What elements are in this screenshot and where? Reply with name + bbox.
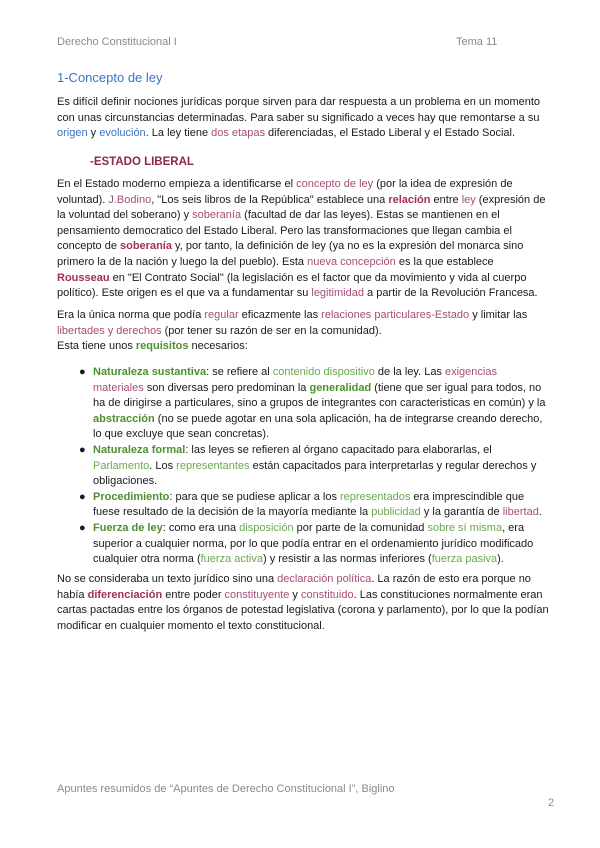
requisitos-list <box>57 365 549 568</box>
norma-paragraph: Era la única norma que podía regular eficazmente las relaciones particulares-Estado y limitar las libertades y derechos (por tener su razón de ser en la comunidad). Esta tiene unos requisitos necesarios: <box>57 309 528 353</box>
bullet-icon: ● <box>79 490 86 503</box>
header-subject: Derecho Constitucional I <box>57 36 177 48</box>
bullet-icon: ● <box>79 366 86 378</box>
bullet-icon: ● <box>79 443 86 456</box>
bullet-icon: ● <box>79 521 86 534</box>
list-item: ● Naturaleza formal: las leyes se refieren al órgano capacitado para elaborarlas, el Parlamento. Los representantes están capacitados para interpretarlas y regular derechos y obligaciones. <box>79 443 537 488</box>
declaracion-paragraph: No se consideraba un texto jurídico sino una declaración política. La razón de esto era porque no había diferenciación entre poder constituyente y constituido. Las constituciones normalmente eran cartas pactadas entre los órganos de potestad legislativa (corona y parlamento), por lo que la podían modificar en cualquier momento el texto constitucional. <box>57 573 549 632</box>
estado-liberal-paragraph: En el Estado moderno empieza a identificarse el concepto de ley (por la idea de expresión de voluntad). J.Bodino, "Los seis libros de la República" establece una relación entre ley (expresión de la voluntad del soberano) y soberanía (facultad de dar las leyes). Estas se mantienen en el pensamiento democratico del Estado Liberal. Pero las transformaciones que llegan cambia el concepto de soberanía y, por tanto, la definición de ley (ya no es la expresión del monarca sino primero la de la nación y luego la del pueblo). Esta nueva concepción es la que establece Rousseau en "El Contrato Social" (la legislación es el factor que da movimiento y vida al cuerpo político). Este origen es el que va a fundamentar su legitimidad a partir de la Revolución Francesa. <box>57 178 546 300</box>
list-item: ● Fuerza de ley: como era una disposición por parte de la comunidad sobre sí misma, era superior a cualquier norma, por lo que podía entrar en el ordenamiento jurídico modificado cualquier otra norma (fuerza activa) y resistir a las normas inferiores (fuerza pasiva). <box>79 521 534 566</box>
list-item: ● Naturaleza sustantiva: se refiere al contenido dispositivo de la ley. Las exigencias materiales son diversas pero predominan la generalidad (tiene que ser igual para todos, no ha de dirigirse a particulares, sino a grupos de integrantes con caracteristicas en común) y la abstracción (no se puede agotar en una sola aplicación, ha de integrarse creando derecho, lo que excluye que sean concretas). <box>79 366 546 441</box>
list-item: ● Procedimiento: para que se pudiese aplicar a los representados era imprescindible que fuese resultado de la decisión de la mayoría mediante la publicidad y la garantía de libertad. <box>79 490 542 519</box>
section-title: 1-Concepto de ley <box>57 70 163 85</box>
intro-paragraph: Es difícil definir nociones jurídicas porque sirven para dar respuesta a un problema en un momento con unas circunstancias determinadas. Para saber su significado a veces hay que remontarse a su origen y evolución. La ley tiene dos etapas diferenciadas, el Estado Liberal y el Estado Social. <box>57 96 541 140</box>
header-topic: Tema 11 <box>456 36 498 48</box>
page-number: 2 <box>548 797 555 809</box>
footer-source: Apuntes resumidos de “Apuntes de Derecho Constitucional I”, Biglino <box>57 783 395 795</box>
subheading-estado-liberal: -ESTADO LIBERAL <box>90 156 194 168</box>
